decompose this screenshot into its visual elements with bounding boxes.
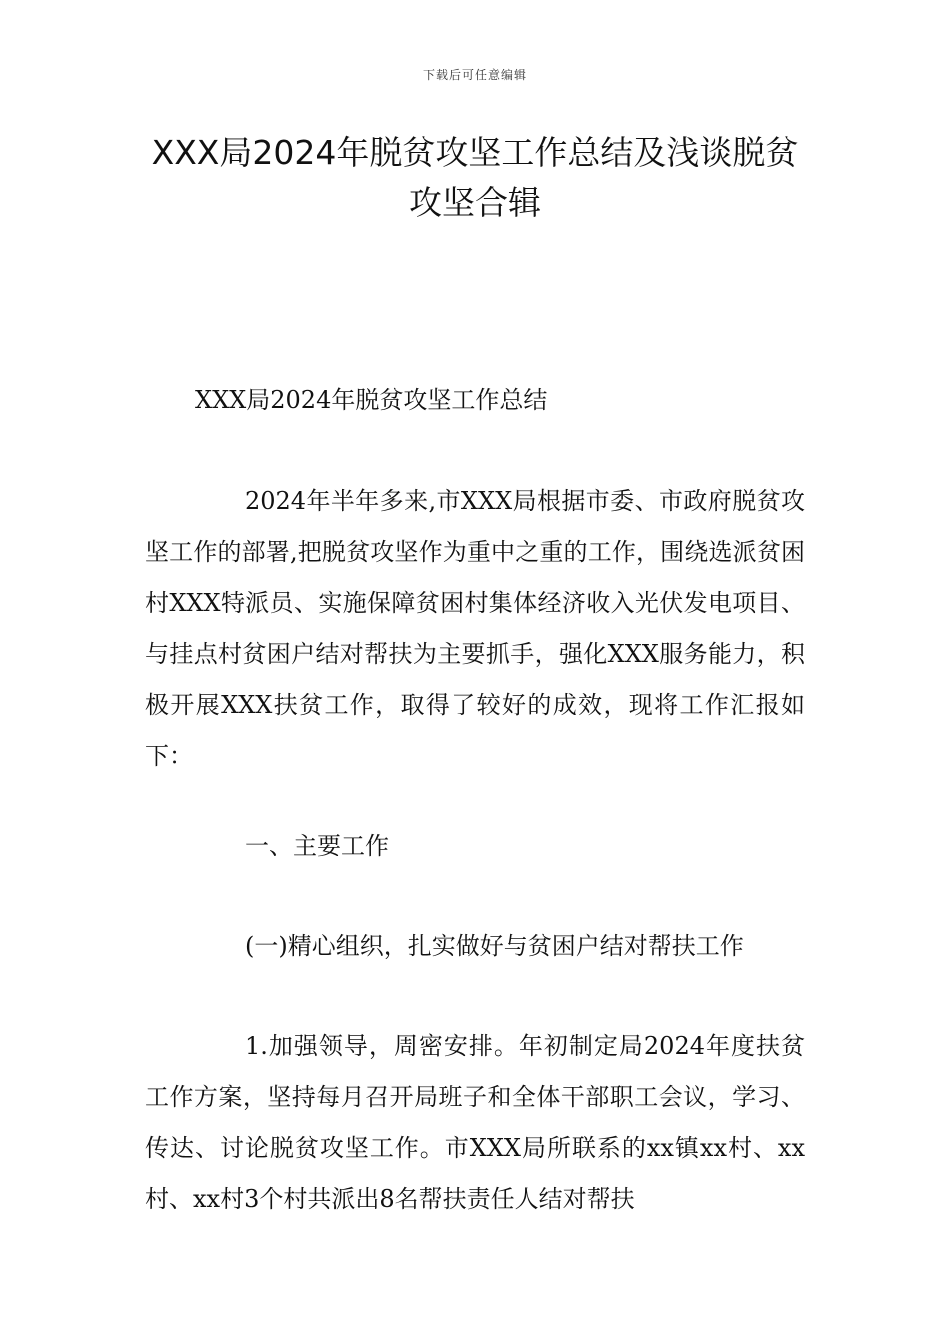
subsection-heading-pairing: (一)精心组织，扎实做好与贫困户结对帮扶工作 — [245, 932, 744, 960]
section-heading-main-work: 一、主要工作 — [245, 832, 389, 860]
intro-paragraph: 2024年半年多来,市XXX局根据市委、市政府脱贫攻坚工作的部署,把脱贫攻坚作为重中之重的工作，围绕选派贫困村XXX特派员、实施保障贫困村集体经济收入光伏发电项目、与挂点村贫困户结对帮扶为主要抓手，强化XXX服务能力，积极开展XXX扶贫工作，取得了较好的成效，现将工作汇报如下： — [145, 487, 805, 770]
item-paragraph-1: 1.加强领导，周密安排。年初制定局2024年度扶贫工作方案，坚持每月召开局班子和全体干部职工会议，学习、传达、讨论脱贫攻坚工作。市XXX局所联系的xx镇xx村、xx村、xx村3个村共派出8名帮扶责任人结对帮扶 — [145, 1032, 805, 1213]
page-header-note: 下载后可任意编辑 — [422, 68, 527, 82]
document-subtitle: XXX局2024年脱贫攻坚工作总结 — [195, 386, 548, 414]
document-title: XXX局2024年脱贫攻坚工作总结及浅谈脱贫攻坚合辑 — [151, 133, 799, 222]
